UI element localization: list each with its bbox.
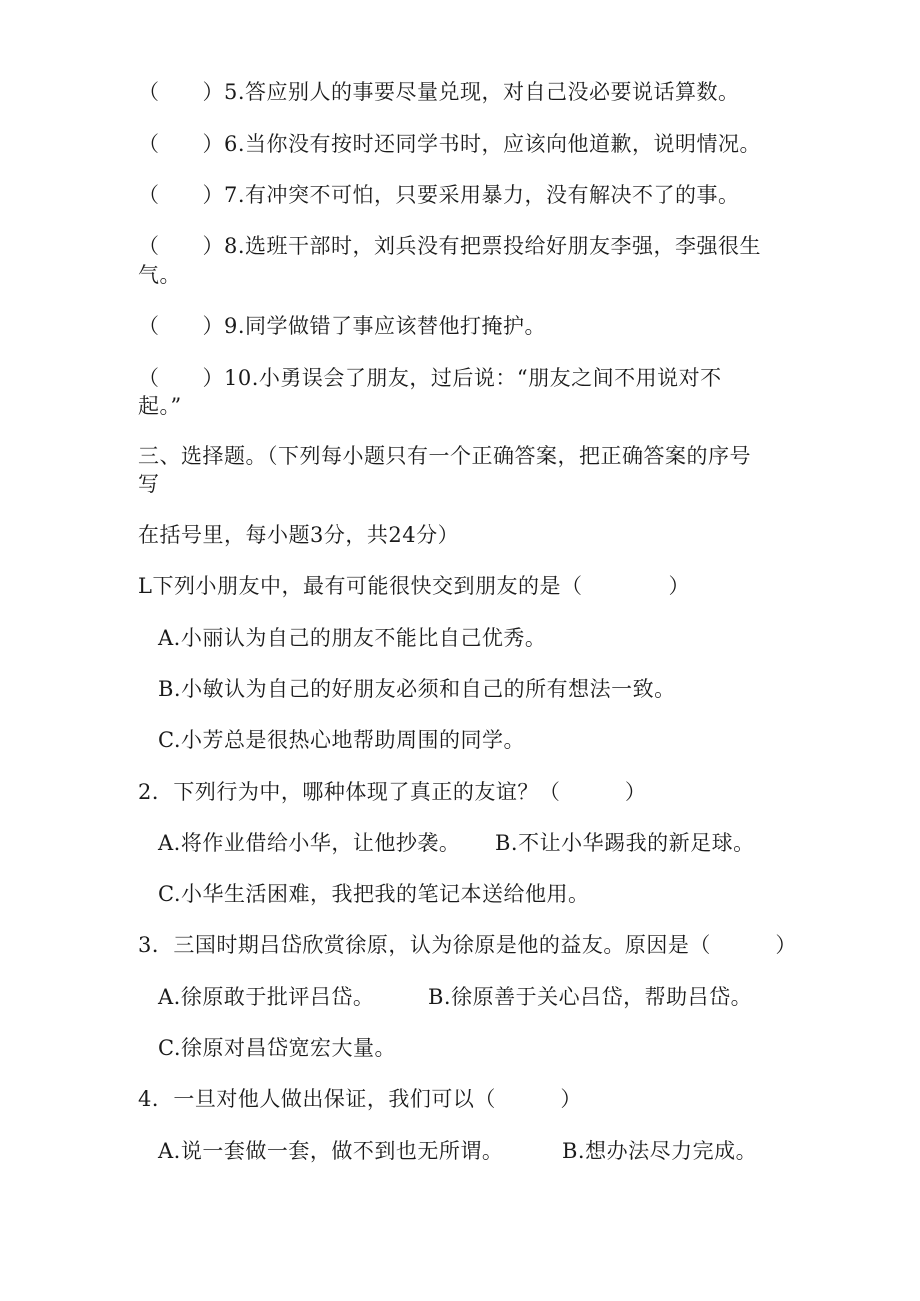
question-4-option-b: B.想办法尽力完成。 (562, 1139, 758, 1163)
judgement-item-10-continued: 起。” (138, 394, 182, 418)
question-2-stem: 2．下列行为中，哪种体现了真正的友谊？（ ） (138, 780, 647, 804)
question-2-option-c: C.小华生活困难，我把我的笔记本送给他用。 (158, 882, 590, 906)
question-3-stem: 3．三国时期吕岱欣赏徐原，认为徐原是他的益友。原因是（ ） (138, 933, 797, 957)
judgement-item-7: （ ）7.有冲突不可怕，只要采用暴力，没有解决不了的事。 (138, 183, 740, 207)
question-1-option-c: C.小芳总是很热心地帮助周围的同学。 (158, 728, 525, 752)
question-1-option-b: B.小敏认为自己的好朋友必须和自己的所有想法一致。 (158, 677, 676, 701)
question-2-option-a: A.将作业借给小华，让他抄袭。 (158, 831, 461, 855)
judgement-item-8: （ ）8.选班干部时，刘兵没有把票投给好朋友李强，李强很生 (138, 234, 762, 258)
question-1-option-a: A.小丽认为自己的朋友不能比自己优秀。 (158, 626, 547, 650)
judgement-item-8-continued: 气。 (138, 263, 181, 287)
judgement-item-10: （ ）10.小勇误会了朋友，过后说：“朋友之间不用说对不 (138, 366, 722, 390)
question-3-option-a: A.徐原敢于批评吕岱。 (158, 985, 375, 1009)
question-2-option-b: B.不让小华踢我的新足球。 (495, 831, 755, 855)
question-1-stem: L下列小朋友中，最有可能很快交到朋友的是（ ） (138, 574, 690, 598)
question-4-stem: 4．一旦对他人做出保证，我们可以（ ） (138, 1087, 582, 1111)
section-heading-line2: 写 (138, 472, 160, 496)
question-3-option-c: C.徐原对昌岱宽宏大量。 (158, 1036, 396, 1060)
section-heading-line1: 三、选择题。（下列每小题只有一个正确答案，把正确答案的序号 (138, 444, 751, 468)
judgement-item-6: （ ）6.当你没有按时还同学书时，应该向他道歉，说明情况。 (138, 132, 762, 156)
question-3-option-b: B.徐原善于关心吕岱，帮助吕岱。 (428, 985, 753, 1009)
section-heading-line3: 在括号里，每小题3分，共24分） (138, 523, 460, 547)
judgement-item-9: （ ）9.同学做错了事应该替他打掩护。 (138, 314, 547, 338)
question-4-option-a: A.说一套做一套，做不到也无所谓。 (158, 1139, 504, 1163)
judgement-item-5: （ ）5.答应别人的事要尽量兑现，对自己没必要说话算数。 (138, 80, 740, 104)
